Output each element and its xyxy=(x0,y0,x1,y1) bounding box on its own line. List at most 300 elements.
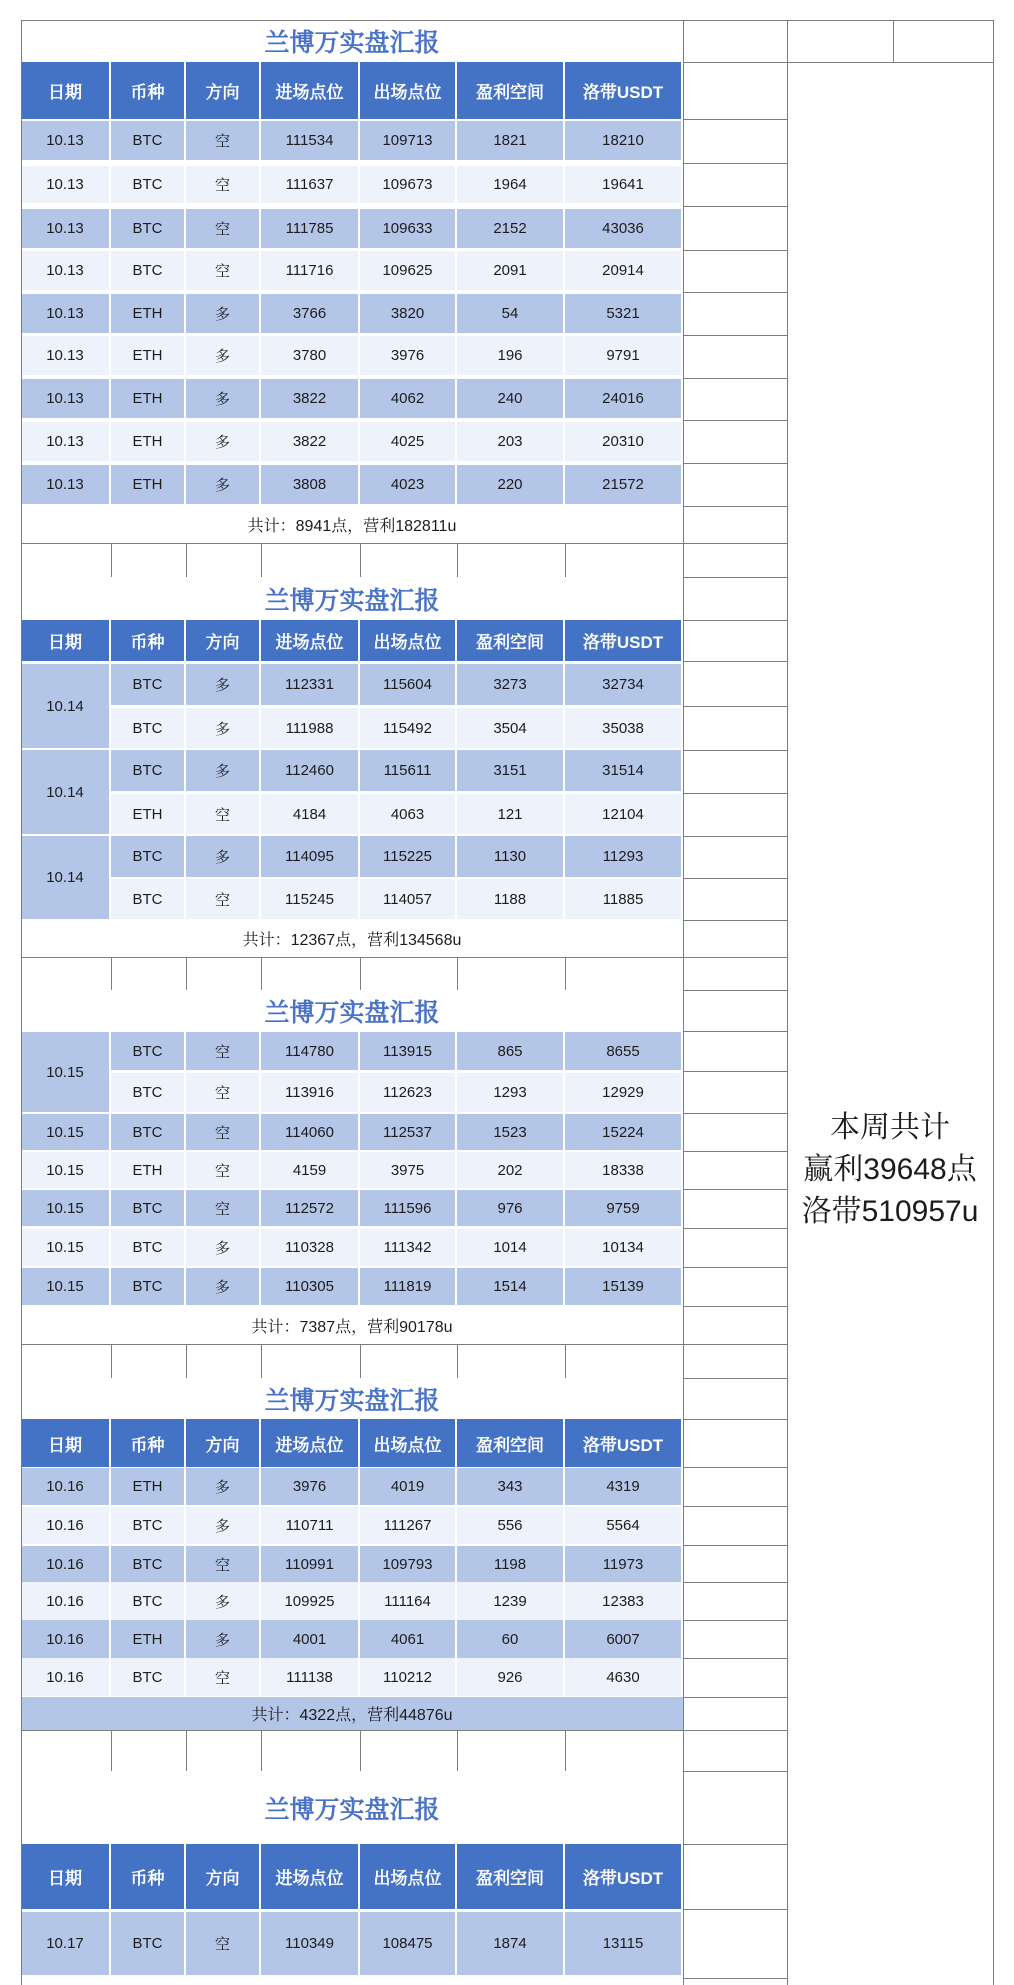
table-cell: 空 xyxy=(186,1032,261,1070)
table-cell: BTC xyxy=(111,1658,186,1696)
column-header: 日期 xyxy=(21,1419,111,1467)
report-title: 兰博万实盘汇报 xyxy=(21,1378,683,1419)
table-cell: BTC xyxy=(111,750,186,791)
table-cell: 多 xyxy=(186,336,261,375)
table-cell: ETH xyxy=(111,379,186,418)
column-header: 进场点位 xyxy=(261,1419,360,1467)
table-cell: 1293 xyxy=(457,1073,565,1112)
grid-line xyxy=(111,1344,112,1378)
table-cell: 4025 xyxy=(360,422,457,461)
table-cell: 109633 xyxy=(360,209,457,248)
grid-line xyxy=(565,1344,566,1378)
table-cell: 4019 xyxy=(360,1468,457,1505)
table-cell: 111164 xyxy=(360,1582,457,1620)
table-cell: 空 xyxy=(186,1912,261,1975)
table-cell: 多 xyxy=(186,1468,261,1505)
grid-line xyxy=(111,1730,112,1771)
table-cell: 35038 xyxy=(565,708,683,748)
table-cell: 110349 xyxy=(261,1912,360,1975)
table-cell: 1198 xyxy=(457,1546,565,1582)
table-cell: 4001 xyxy=(261,1620,360,1658)
table-cell: ETH xyxy=(111,422,186,461)
table-cell: 10.15 xyxy=(21,1114,111,1150)
grid-line xyxy=(683,878,787,879)
table-cell: 10.13 xyxy=(21,209,111,248)
table-cell: 3822 xyxy=(261,379,360,418)
grid-line xyxy=(111,957,112,990)
table-cell: 空 xyxy=(186,209,261,248)
table-cell: 111637 xyxy=(261,166,360,203)
table-cell: 多 xyxy=(186,750,261,791)
table-cell: 10.15 xyxy=(21,1190,111,1226)
grid-line xyxy=(683,1306,787,1307)
table-cell: 240 xyxy=(457,379,565,418)
table-cell: 空 xyxy=(186,121,261,160)
table-cell: 926 xyxy=(457,1658,565,1696)
table-cell: 115604 xyxy=(360,664,457,705)
grid-line xyxy=(683,920,787,921)
grid-line xyxy=(360,1344,361,1378)
grid-line xyxy=(993,20,994,62)
grid-line xyxy=(683,1844,787,1845)
grid-line xyxy=(565,957,566,990)
table-cell: 115611 xyxy=(360,750,457,791)
table-cell: 54 xyxy=(457,294,565,333)
table-cell: 109713 xyxy=(360,121,457,160)
grid-line xyxy=(683,1344,787,1345)
column-header: 进场点位 xyxy=(261,620,360,661)
table-cell: 3808 xyxy=(261,465,360,504)
table-cell: ETH xyxy=(111,1620,186,1658)
table-cell: 空 xyxy=(186,251,261,290)
table-cell: BTC xyxy=(111,1546,186,1582)
table-cell: 112331 xyxy=(261,664,360,705)
table-cell: 10.15 xyxy=(21,1152,111,1188)
table-cell: 343 xyxy=(457,1468,565,1505)
table-cell: 10.16 xyxy=(21,1507,111,1544)
table-cell: 空 xyxy=(186,1152,261,1188)
grid-line xyxy=(683,62,993,63)
grid-line xyxy=(683,1031,787,1032)
table-cell: 12383 xyxy=(565,1582,683,1620)
table-cell: 115492 xyxy=(360,708,457,748)
table-cell: 9791 xyxy=(565,336,683,375)
table-cell: 18210 xyxy=(565,121,683,160)
table-cell: BTC xyxy=(111,1507,186,1544)
table-cell: 111716 xyxy=(261,251,360,290)
table-cell: 110711 xyxy=(261,1507,360,1544)
table-cell: 865 xyxy=(457,1032,565,1070)
column-header: 日期 xyxy=(21,1844,111,1909)
table-cell: 4063 xyxy=(360,794,457,834)
table-cell: 114095 xyxy=(261,836,360,877)
grid-line xyxy=(261,1730,262,1771)
table-cell: BTC xyxy=(111,251,186,290)
grid-line xyxy=(21,20,683,21)
column-header: 方向 xyxy=(186,1419,261,1467)
table-cell: 111342 xyxy=(360,1229,457,1266)
grid-line xyxy=(683,706,787,707)
table-cell: 4630 xyxy=(565,1658,683,1696)
grid-line xyxy=(683,1071,787,1072)
table-cell: 109625 xyxy=(360,251,457,290)
grid-line xyxy=(683,1189,787,1190)
table-cell: 空 xyxy=(186,879,261,919)
table-cell: 110328 xyxy=(261,1229,360,1266)
table-cell: 多 xyxy=(186,1507,261,1544)
table-cell: 多 xyxy=(186,1268,261,1305)
table-cell: BTC xyxy=(111,708,186,748)
table-cell: 15139 xyxy=(565,1268,683,1305)
table-cell: 10.16 xyxy=(21,1468,111,1505)
table-cell: 60 xyxy=(457,1620,565,1658)
table-cell: 121 xyxy=(457,794,565,834)
summary-line1: 本周共计 xyxy=(830,1111,950,1144)
column-header: 洛带USDT xyxy=(565,62,683,119)
table-cell: BTC xyxy=(111,1582,186,1620)
table-cell: 3766 xyxy=(261,294,360,333)
grid-line xyxy=(457,1344,458,1378)
table-cell: 10.13 xyxy=(21,121,111,160)
table-cell: BTC xyxy=(111,209,186,248)
table-cell: 110305 xyxy=(261,1268,360,1305)
table-cell: ETH xyxy=(111,1152,186,1188)
grid-line xyxy=(683,1267,787,1268)
table-cell: 1821 xyxy=(457,121,565,160)
column-header: 币种 xyxy=(111,62,186,119)
grid-line xyxy=(683,1582,787,1583)
table-cell: 3151 xyxy=(457,750,565,791)
total-row: 共计：7387点，营利90178u xyxy=(21,1307,683,1344)
report-title: 兰博万实盘汇报 xyxy=(21,577,683,620)
grid-line xyxy=(683,420,787,421)
table-cell: 多 xyxy=(186,422,261,461)
table-cell: 多 xyxy=(186,708,261,748)
grid-line xyxy=(993,62,994,1985)
table-cell: ETH xyxy=(111,336,186,375)
table-cell: 112460 xyxy=(261,750,360,791)
table-cell: 10.17 xyxy=(21,1912,111,1975)
grid-line xyxy=(186,1344,187,1378)
grid-line xyxy=(683,1978,787,1979)
table-cell: BTC xyxy=(111,664,186,705)
table-cell: 11293 xyxy=(565,836,683,877)
column-header: 进场点位 xyxy=(261,1844,360,1909)
table-cell: 1523 xyxy=(457,1114,565,1150)
table-cell: 15224 xyxy=(565,1114,683,1150)
table-cell: 203 xyxy=(457,422,565,461)
grid-line xyxy=(683,836,787,837)
total-row: 共计：4322点，营利44876u xyxy=(21,1697,683,1730)
grid-line xyxy=(683,20,993,21)
date-cell: 10.14 xyxy=(21,664,111,748)
table-cell: 多 xyxy=(186,1582,261,1620)
table-cell: 202 xyxy=(457,1152,565,1188)
grid-line xyxy=(21,20,22,1985)
column-header: 币种 xyxy=(111,620,186,661)
table-cell: 多 xyxy=(186,664,261,705)
table-cell: 111534 xyxy=(261,121,360,160)
grid-line xyxy=(893,20,894,62)
table-cell: 111596 xyxy=(360,1190,457,1226)
table-cell: 10134 xyxy=(565,1229,683,1266)
grid-line xyxy=(683,378,787,379)
weekly-summary xyxy=(787,1090,993,1250)
grid-line xyxy=(683,463,787,464)
date-cell: 10.14 xyxy=(21,750,111,834)
column-header: 洛带USDT xyxy=(565,1419,683,1467)
table-cell: 10.13 xyxy=(21,465,111,504)
table-cell: 空 xyxy=(186,794,261,834)
column-header: 盈利空间 xyxy=(457,1419,565,1467)
grid-line xyxy=(360,1730,361,1771)
table-cell: 24016 xyxy=(565,379,683,418)
table-cell: 3780 xyxy=(261,336,360,375)
table-cell: 1014 xyxy=(457,1229,565,1266)
grid-line xyxy=(457,957,458,990)
grid-line xyxy=(360,957,361,990)
column-header: 方向 xyxy=(186,1844,261,1909)
table-cell: 10.13 xyxy=(21,336,111,375)
date-cell: 10.15 xyxy=(21,1032,111,1112)
grid-line xyxy=(21,1730,683,1731)
total-row: 共计：12367点，营利134568u xyxy=(21,920,683,957)
grid-line xyxy=(683,506,787,507)
table-cell: 多 xyxy=(186,379,261,418)
table-cell: 11885 xyxy=(565,879,683,919)
table-cell: 1239 xyxy=(457,1582,565,1620)
table-cell: BTC xyxy=(111,1229,186,1266)
grid-line xyxy=(683,990,787,991)
table-cell: 111267 xyxy=(360,1507,457,1544)
grid-line xyxy=(683,1506,787,1507)
table-cell: 19641 xyxy=(565,166,683,203)
table-cell: 556 xyxy=(457,1507,565,1544)
column-header: 洛带USDT xyxy=(565,1844,683,1909)
table-cell: 多 xyxy=(186,1620,261,1658)
table-cell: 3975 xyxy=(360,1152,457,1188)
table-cell: 1130 xyxy=(457,836,565,877)
grid-line xyxy=(683,620,787,621)
column-header: 洛带USDT xyxy=(565,620,683,661)
table-cell: 空 xyxy=(186,166,261,203)
table-cell: 多 xyxy=(186,1229,261,1266)
table-cell: 220 xyxy=(457,465,565,504)
column-header: 出场点位 xyxy=(360,62,457,119)
table-cell: 空 xyxy=(186,1658,261,1696)
table-cell: 2091 xyxy=(457,251,565,290)
table-cell: 109673 xyxy=(360,166,457,203)
table-cell: 4159 xyxy=(261,1152,360,1188)
table-cell: 20914 xyxy=(565,251,683,290)
table-cell: 4061 xyxy=(360,1620,457,1658)
table-cell: 10.15 xyxy=(21,1229,111,1266)
table-cell: BTC xyxy=(111,836,186,877)
table-cell: 10.16 xyxy=(21,1658,111,1696)
table-cell: 10.13 xyxy=(21,379,111,418)
table-cell: 1874 xyxy=(457,1912,565,1975)
grid-line xyxy=(683,1909,787,1910)
grid-line xyxy=(683,335,787,336)
table-cell: 4062 xyxy=(360,379,457,418)
table-cell: BTC xyxy=(111,1032,186,1070)
grid-line xyxy=(261,1344,262,1378)
table-cell: 10.13 xyxy=(21,166,111,203)
table-cell: 1514 xyxy=(457,1268,565,1305)
grid-line xyxy=(683,1228,787,1229)
table-cell: 3822 xyxy=(261,422,360,461)
table-cell: BTC xyxy=(111,1114,186,1150)
table-cell: 1188 xyxy=(457,879,565,919)
table-cell: 3504 xyxy=(457,708,565,748)
report-title: 兰博万实盘汇报 xyxy=(21,1771,683,1844)
table-cell: BTC xyxy=(111,1268,186,1305)
table-cell: 10.15 xyxy=(21,1268,111,1305)
column-header: 币种 xyxy=(111,1844,186,1909)
table-cell: 21572 xyxy=(565,465,683,504)
grid-line xyxy=(683,750,787,751)
column-header: 方向 xyxy=(186,620,261,661)
summary-line2: 赢利39648点 xyxy=(803,1153,977,1186)
grid-line xyxy=(683,20,684,1985)
report-title: 兰博万实盘汇报 xyxy=(21,20,683,62)
grid-line xyxy=(683,1467,787,1468)
table-cell: 10.16 xyxy=(21,1546,111,1582)
date-cell: 10.14 xyxy=(21,836,111,919)
grid-line xyxy=(683,1419,787,1420)
grid-line xyxy=(683,292,787,293)
table-cell: 32734 xyxy=(565,664,683,705)
table-cell: 976 xyxy=(457,1190,565,1226)
table-cell: 18338 xyxy=(565,1152,683,1188)
column-header: 日期 xyxy=(21,620,111,661)
grid-line xyxy=(111,543,112,577)
table-cell: 8655 xyxy=(565,1032,683,1070)
grid-line xyxy=(683,119,787,120)
table-cell: 115225 xyxy=(360,836,457,877)
table-cell: 196 xyxy=(457,336,565,375)
table-cell: 110212 xyxy=(360,1658,457,1696)
table-cell: ETH xyxy=(111,294,186,333)
total-row: 共计：8941点，营利182811u xyxy=(21,506,683,543)
table-cell: 10.16 xyxy=(21,1620,111,1658)
table-cell: 111819 xyxy=(360,1268,457,1305)
column-header: 进场点位 xyxy=(261,62,360,119)
grid-line xyxy=(186,1730,187,1771)
table-cell: 3273 xyxy=(457,664,565,705)
table-cell: 113915 xyxy=(360,1032,457,1070)
column-header: 币种 xyxy=(111,1419,186,1467)
table-cell: 114780 xyxy=(261,1032,360,1070)
table-cell: 5321 xyxy=(565,294,683,333)
grid-line xyxy=(186,543,187,577)
table-cell: 多 xyxy=(186,294,261,333)
grid-line xyxy=(565,1730,566,1771)
table-cell: 114057 xyxy=(360,879,457,919)
table-cell: 3820 xyxy=(360,294,457,333)
table-cell: 109793 xyxy=(360,1546,457,1582)
table-cell: 108475 xyxy=(360,1912,457,1975)
table-cell: 111138 xyxy=(261,1658,360,1696)
grid-line xyxy=(683,1620,787,1621)
table-cell: 3976 xyxy=(261,1468,360,1505)
grid-line xyxy=(360,543,361,577)
grid-line xyxy=(683,1545,787,1546)
grid-line xyxy=(683,1151,787,1152)
table-cell: 12104 xyxy=(565,794,683,834)
table-cell: 空 xyxy=(186,1546,261,1582)
table-cell: 9759 xyxy=(565,1190,683,1226)
table-cell: 12929 xyxy=(565,1073,683,1112)
column-header: 出场点位 xyxy=(360,1844,457,1909)
table-cell: ETH xyxy=(111,794,186,834)
grid-line xyxy=(186,957,187,990)
grid-line xyxy=(683,577,787,578)
table-cell: 10.13 xyxy=(21,422,111,461)
table-cell: BTC xyxy=(111,1190,186,1226)
table-cell: 110991 xyxy=(261,1546,360,1582)
grid-line xyxy=(21,957,683,958)
table-cell: 43036 xyxy=(565,209,683,248)
grid-line xyxy=(683,793,787,794)
table-cell: 109925 xyxy=(261,1582,360,1620)
column-header: 出场点位 xyxy=(360,1419,457,1467)
table-cell: 112623 xyxy=(360,1073,457,1112)
table-cell: 13115 xyxy=(565,1912,683,1975)
table-cell: 114060 xyxy=(261,1114,360,1150)
table-cell: 多 xyxy=(186,836,261,877)
table-cell: 多 xyxy=(186,465,261,504)
grid-line xyxy=(683,1771,787,1772)
table-cell: 4023 xyxy=(360,465,457,504)
table-cell: BTC xyxy=(111,166,186,203)
grid-line xyxy=(21,1344,683,1345)
grid-line xyxy=(261,543,262,577)
column-header: 出场点位 xyxy=(360,620,457,661)
table-cell: 10.13 xyxy=(21,294,111,333)
table-cell: 4319 xyxy=(565,1468,683,1505)
grid-line xyxy=(683,1697,787,1698)
column-header: 盈利空间 xyxy=(457,62,565,119)
grid-line xyxy=(683,1113,787,1114)
table-cell: 3976 xyxy=(360,336,457,375)
table-cell: 1964 xyxy=(457,166,565,203)
table-cell: BTC xyxy=(111,121,186,160)
grid-line xyxy=(21,543,683,544)
table-cell: 空 xyxy=(186,1073,261,1112)
grid-line xyxy=(683,206,787,207)
table-cell: 111785 xyxy=(261,209,360,248)
table-cell: BTC xyxy=(111,1073,186,1112)
grid-line xyxy=(683,1658,787,1659)
table-cell: 10.13 xyxy=(21,251,111,290)
grid-line xyxy=(683,661,787,662)
table-cell: 2152 xyxy=(457,209,565,248)
table-cell: 4184 xyxy=(261,794,360,834)
table-cell: BTC xyxy=(111,879,186,919)
table-cell: 31514 xyxy=(565,750,683,791)
table-cell: 115245 xyxy=(261,879,360,919)
table-cell: 113916 xyxy=(261,1073,360,1112)
report-title: 兰博万实盘汇报 xyxy=(21,990,683,1031)
table-cell: 111988 xyxy=(261,708,360,748)
grid-line xyxy=(457,543,458,577)
grid-line xyxy=(683,250,787,251)
grid-line xyxy=(565,543,566,577)
column-header: 日期 xyxy=(21,62,111,119)
table-cell: 112537 xyxy=(360,1114,457,1150)
summary-line3: 洛带510957u xyxy=(801,1195,979,1228)
